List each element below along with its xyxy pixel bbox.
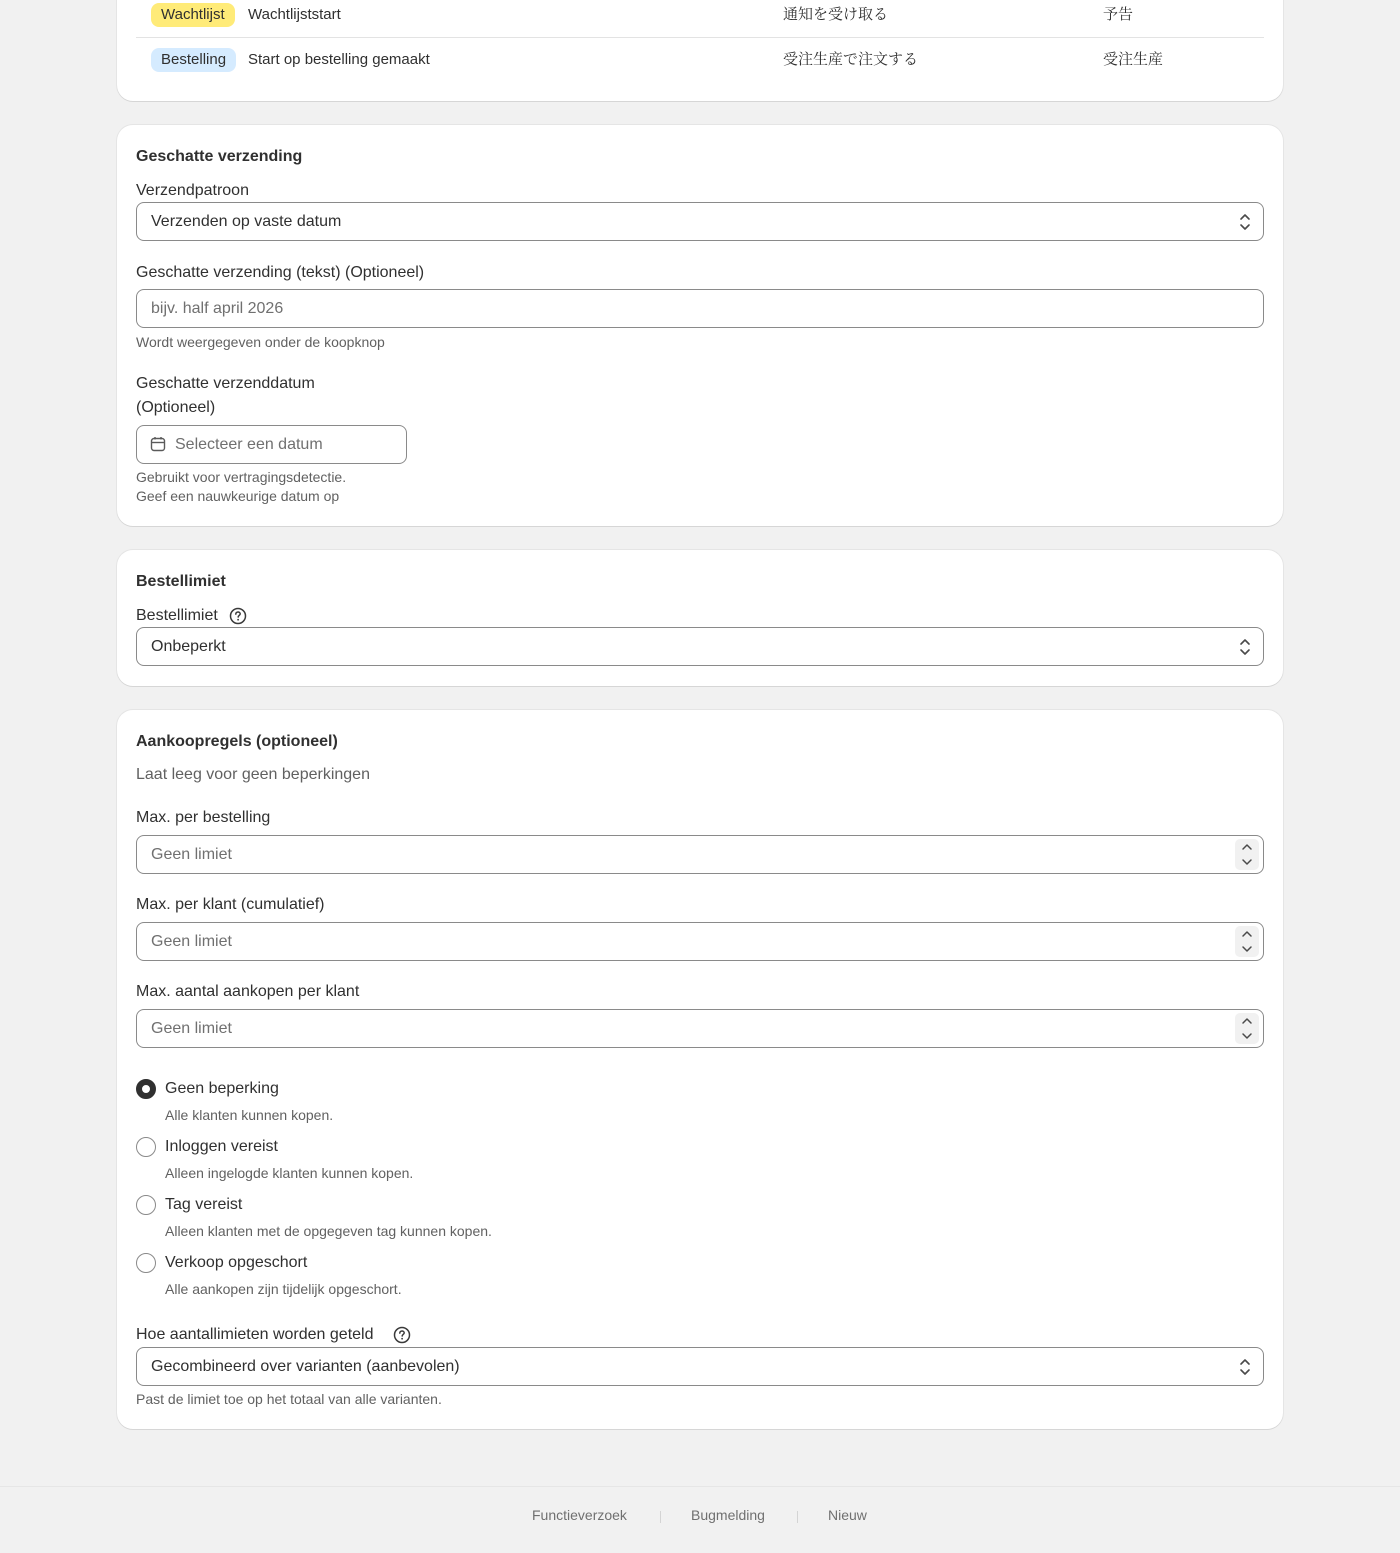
radio-no-restriction-help: Alle klanten kunnen kopen. — [165, 1107, 334, 1123]
shipping-date-help-1: Gebruikt voor vertragingsdetectie. — [136, 469, 347, 485]
shipping-title: Geschatte verzending — [136, 148, 303, 165]
radio-sales-suspended[interactable] — [136, 1253, 156, 1273]
number-stepper[interactable] — [1235, 926, 1259, 957]
waitlist-badge: Wachtlijst — [151, 3, 235, 27]
max-per-order-placeholder: Geen limiet — [151, 846, 232, 863]
max-purchases-label: Max. aantal aankopen per klant — [136, 983, 360, 1000]
footer — [0, 1486, 1400, 1553]
count-method-help: Past de limiet toe op het totaal van alle varianten. — [136, 1391, 442, 1407]
shipping-text-placeholder: bijv. half april 2026 — [151, 300, 284, 317]
shipping-date-help-2: Geef een nauwkeurige datum op — [136, 488, 340, 504]
radio-sales-suspended-label[interactable]: Verkoop opgeschort — [165, 1254, 308, 1271]
radio-tag-required-label[interactable]: Tag vereist — [165, 1196, 243, 1213]
count-method-value: Gecombineerd over varianten (aanbevolen) — [151, 1358, 460, 1375]
whats-new-link[interactable]: Nieuw — [828, 1507, 867, 1523]
waitlist-jp-type: 予告 — [1103, 6, 1134, 23]
question-circle-icon[interactable] — [229, 607, 247, 625]
radio-login-required-label[interactable]: Inloggen vereist — [165, 1138, 278, 1155]
select-arrows-icon — [1237, 637, 1253, 657]
chevron-up-icon[interactable] — [1235, 926, 1259, 941]
shipping-date-label-2: (Optioneel) — [136, 399, 216, 416]
purchase-rules-title: Aankoopregels (optioneel) — [136, 733, 338, 750]
waitlist-jp-label: 通知を受け取る — [783, 6, 889, 23]
shipping-pattern-value: Verzenden op vaste datum — [151, 213, 342, 230]
footer-separator — [660, 1511, 661, 1523]
max-per-customer-label: Max. per klant (cumulatief) — [136, 896, 325, 913]
preorder-type-card — [117, 0, 1283, 101]
shipping-card — [117, 125, 1283, 526]
count-method-select[interactable] — [136, 1347, 1264, 1386]
radio-login-required-help: Alleen ingelogde klanten kunnen kopen. — [165, 1165, 414, 1181]
shipping-date-placeholder: Selecteer een datum — [175, 436, 323, 453]
question-circle-icon[interactable] — [393, 1326, 411, 1344]
number-stepper[interactable] — [1235, 1013, 1259, 1044]
radio-tag-required[interactable] — [136, 1195, 156, 1215]
radio-no-restriction-label[interactable]: Geen beperking — [165, 1080, 279, 1097]
shipping-pattern-select[interactable] — [136, 202, 1264, 241]
radio-login-required[interactable] — [136, 1137, 156, 1157]
order-jp-type: 受注生産 — [1103, 51, 1164, 68]
max-purchases-input[interactable] — [136, 1009, 1264, 1048]
shipping-date-picker[interactable] — [136, 425, 407, 464]
max-per-order-input[interactable] — [136, 835, 1264, 874]
shipping-pattern-label: Verzendpatroon — [136, 182, 249, 199]
bug-report-link[interactable]: Bugmelding — [691, 1507, 765, 1523]
chevron-down-icon[interactable] — [1235, 942, 1259, 957]
order-limit-select[interactable] — [136, 627, 1264, 666]
max-per-order-label: Max. per bestelling — [136, 809, 271, 826]
chevron-down-icon[interactable] — [1235, 855, 1259, 870]
shipping-text-input[interactable] — [136, 289, 1264, 328]
feature-request-link[interactable]: Functieverzoek — [532, 1507, 627, 1523]
table-row-divider — [136, 37, 1264, 38]
select-arrows-icon — [1237, 212, 1253, 232]
order-limit-value: Onbeperkt — [151, 638, 226, 655]
max-purchases-placeholder: Geen limiet — [151, 1020, 232, 1037]
max-per-customer-input[interactable] — [136, 922, 1264, 961]
number-stepper[interactable] — [1235, 839, 1259, 870]
order-limit-label: Bestellimiet — [136, 607, 218, 624]
purchase-rules-subtitle: Laat leeg voor geen beperkingen — [136, 766, 370, 783]
order-limit-title: Bestellimiet — [136, 573, 226, 590]
order-badge: Bestelling — [151, 48, 236, 72]
calendar-icon — [150, 436, 166, 452]
max-per-customer-placeholder: Geen limiet — [151, 933, 232, 950]
count-method-label: Hoe aantallimieten worden geteld — [136, 1326, 374, 1343]
shipping-text-label: Geschatte verzending (tekst) (Optioneel) — [136, 264, 425, 281]
radio-sales-suspended-help: Alle aankopen zijn tijdelijk opgeschort. — [165, 1281, 402, 1297]
radio-tag-required-help: Alleen klanten met de opgegeven tag kunnen kopen. — [165, 1223, 492, 1239]
purchase-rules-card — [117, 710, 1283, 1429]
waitlist-name: Wachtlijststart — [248, 6, 341, 23]
chevron-up-icon[interactable] — [1235, 839, 1259, 854]
footer-separator — [797, 1511, 798, 1523]
shipping-date-label-1: Geschatte verzenddatum — [136, 375, 315, 392]
select-arrows-icon — [1237, 1357, 1253, 1377]
order-jp-label: 受注生産で注文する — [783, 51, 919, 68]
chevron-up-icon[interactable] — [1235, 1013, 1259, 1028]
radio-no-restriction[interactable] — [136, 1079, 156, 1099]
shipping-text-help: Wordt weergegeven onder de koopknop — [136, 334, 385, 350]
chevron-down-icon[interactable] — [1235, 1029, 1259, 1044]
order-name: Start op bestelling gemaakt — [248, 51, 430, 68]
order-limit-card — [117, 550, 1283, 686]
